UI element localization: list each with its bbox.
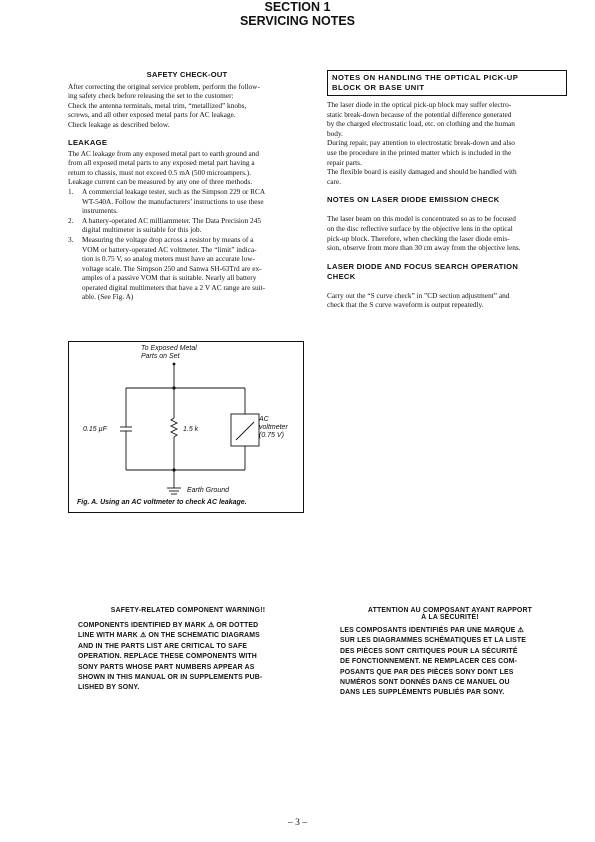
method-list xyxy=(68,187,306,302)
probe-label-line: To Exposed Metal xyxy=(141,345,197,352)
list-line: Measuring the voltage drop across a resistor by means of a xyxy=(82,234,254,244)
section-heading xyxy=(0,0,595,28)
laser-emission-heading: NOTES ON LASER DIODE EMISSION CHECK xyxy=(327,195,500,205)
section-number: SECTION 1 xyxy=(264,0,331,14)
warning-line: SUR LES DIAGRAMMES SCHÉMATIQUES ET LA LISTE xyxy=(340,637,526,645)
laser-line: The laser beam on this model is concentrated so as to be focused xyxy=(327,214,516,224)
list-line: VOM or battery-operated AC voltmeter. The “limit” indica- xyxy=(82,244,257,254)
warning-line: NUMÉROS SONT DONNÉS DANS CE MANUEL OU xyxy=(340,679,510,687)
voltmeter-label-line: (0.75 V) xyxy=(259,432,284,439)
list-item xyxy=(68,216,306,235)
list-line: WT-540A. Follow the manufacturers’ instructions to use these xyxy=(82,196,264,206)
voltmeter-box xyxy=(231,414,259,446)
probe-label xyxy=(141,345,197,361)
focus-search-heading xyxy=(327,262,567,282)
voltmeter-label-line: AC xyxy=(259,416,269,423)
optical-line: repair parts. xyxy=(327,157,362,167)
laser-line: sion, observe from more than 30 cm away from the objective lens. xyxy=(327,243,521,253)
voltmeter-label xyxy=(259,416,288,440)
warning-line: OPERATION. REPLACE THESE COMPONENTS WITH xyxy=(78,653,257,661)
list-item xyxy=(68,187,306,216)
optical-pickup-heading xyxy=(327,70,567,96)
optical-line: static break-down because of the potential difference generated xyxy=(327,109,512,119)
leakage-heading: LEAKAGE xyxy=(68,137,108,147)
capacitor-label: 0.15 µF xyxy=(83,426,107,433)
warning-line: SONY PARTS WHOSE PART NUMBERS APPEAR AS xyxy=(78,663,255,671)
warning-title: SAFETY-RELATED COMPONENT WARNING!! xyxy=(110,607,266,614)
figure-a xyxy=(68,341,304,513)
left-column xyxy=(68,70,306,302)
resistor-label: 1.5 k xyxy=(183,426,199,433)
warning-line: LES COMPOSANTS IDENTIFIÉS PAR UNE MARQUE ⚠ xyxy=(340,627,524,634)
optical-line: The laser diode in the optical pick-up block may suffer electro- xyxy=(327,100,512,109)
list-number: 1. xyxy=(68,186,74,196)
safety-line: screws, and all other exposed metal parts for AC leakage. xyxy=(68,110,236,120)
list-line: able. (See Fig. A) xyxy=(82,292,134,302)
warning-title: À LA SÉCURITÉ! xyxy=(421,614,479,621)
warning-line: LINE WITH MARK ⚠ ON THE SCHEMATIC DIAGRAMS xyxy=(78,632,260,640)
warning-line: DES PIÈCES SONT CRITIQUES POUR LA SÉCURITÉ xyxy=(340,647,518,655)
focus-line: check that the S curve waveform is output repeatedly. xyxy=(327,300,484,310)
list-item xyxy=(68,235,306,302)
safety-warning-french xyxy=(340,607,560,699)
list-line: digital multimeter is suitable for this job. xyxy=(82,225,202,235)
leakage-line: Leakage current can be measured by any one of three methods. xyxy=(68,177,253,187)
optical-line: During repair, pay attention to electrostatic break-down and also xyxy=(327,138,515,148)
list-line: A battery-operated AC milliammeter. The Data Precision 245 xyxy=(82,215,261,225)
list-line: instruments. xyxy=(82,206,118,216)
list-line: amples of a passive VOM that is suitable. Nearly all battery xyxy=(82,273,257,283)
laser-line: on the disc reflective surface by the objective lens in the optical xyxy=(327,223,513,233)
warning-title: ATTENTION AU COMPOSANT AYANT RAPPORT xyxy=(367,607,533,614)
safety-warning-english xyxy=(78,607,298,694)
heading-line: LASER DIODE AND FOCUS SEARCH OPERATION xyxy=(327,261,519,271)
optical-line: The flexible board is easily damaged and should be handled with xyxy=(327,167,517,177)
probe-label-line: Parts on Set xyxy=(141,353,180,360)
focus-line: Carry out the “S curve check” in ”CD section adjustment” and xyxy=(327,290,510,300)
page-number: – 3 – xyxy=(288,818,307,828)
resistor-zigzag xyxy=(171,418,177,437)
safety-line: Check leakage as described below. xyxy=(68,119,170,129)
right-column xyxy=(327,70,567,310)
heading-line: BLOCK OR BASE UNIT xyxy=(332,83,425,92)
list-line: voltage scale. The Simpson 250 and Sanwa SH-63Trd are ex- xyxy=(82,263,262,273)
page-title: SERVICING NOTES xyxy=(239,14,356,28)
warning-line: POSANTS QUE PAR DES PIÈCES SONY DONT LES xyxy=(340,668,514,676)
ground-label: Earth Ground xyxy=(187,487,230,494)
optical-line: body. xyxy=(327,128,343,138)
list-number: 2. xyxy=(68,215,74,225)
safety-checkout-heading: SAFETY CHECK-OUT xyxy=(146,70,228,79)
warning-line: DE FONCTIONNEMENT. NE REMPLACER CES COM- xyxy=(340,658,518,666)
voltmeter-label-line: voltmeter xyxy=(259,424,288,431)
leakage-line: The AC leakage from any exposed metal part to earth ground and xyxy=(68,148,260,158)
safety-line: Check the antenna terminals, metal trim, “metallized” knobs, xyxy=(68,100,247,110)
heading-line: NOTES ON HANDLING THE OPTICAL PICK-UP xyxy=(332,73,519,82)
safety-line: ing safety check before releasing the set to the customer: xyxy=(68,91,234,101)
warning-line: LISHED BY SONY. xyxy=(78,684,140,692)
list-line: operated digital multimeters that have a 2 V AC range are suit- xyxy=(82,282,266,292)
list-line: tion is 0.75 V, so analog meters must have an accurate low- xyxy=(82,254,255,264)
figure-caption: Fig. A. Using an AC voltmeter to check AC leakage. xyxy=(77,499,247,506)
warning-line: AND IN THE PARTS LIST ARE CRITICAL TO SAFE xyxy=(78,642,248,650)
voltmeter-needle xyxy=(236,422,254,440)
leakage-line: from all exposed metal parts to any exposed metal part having a xyxy=(68,158,255,168)
list-number: 3. xyxy=(68,234,74,244)
laser-line: pick-up block. Therefore, when checking the laser diode emis- xyxy=(327,233,510,243)
optical-line: care. xyxy=(327,176,341,186)
optical-line: use the procedure in the printed matter which is included in the xyxy=(327,147,512,157)
safety-line: After correcting the original service problem, perform the follow- xyxy=(68,81,260,91)
warning-line: SHOWN IN THIS MANUAL OR IN SUPPLEMENTS PUB- xyxy=(78,674,263,682)
heading-line: CHECK xyxy=(327,271,356,281)
leakage-line: return to chassis, must not exceed 0.5 mA (500 microampers.). xyxy=(68,167,251,177)
warning-line: COMPONENTS IDENTIFIED BY MARK ⚠ OR DOTTED xyxy=(78,622,259,629)
optical-line: by the charged electrostatic load, etc. on clothing and the human xyxy=(327,119,515,129)
warning-line: DANS LES SUPPLÉMENTS PUBLIÉS PAR SONY. xyxy=(340,689,505,697)
list-line: A commercial leakage tester, such as the Simpson 229 or RCA xyxy=(82,186,266,196)
